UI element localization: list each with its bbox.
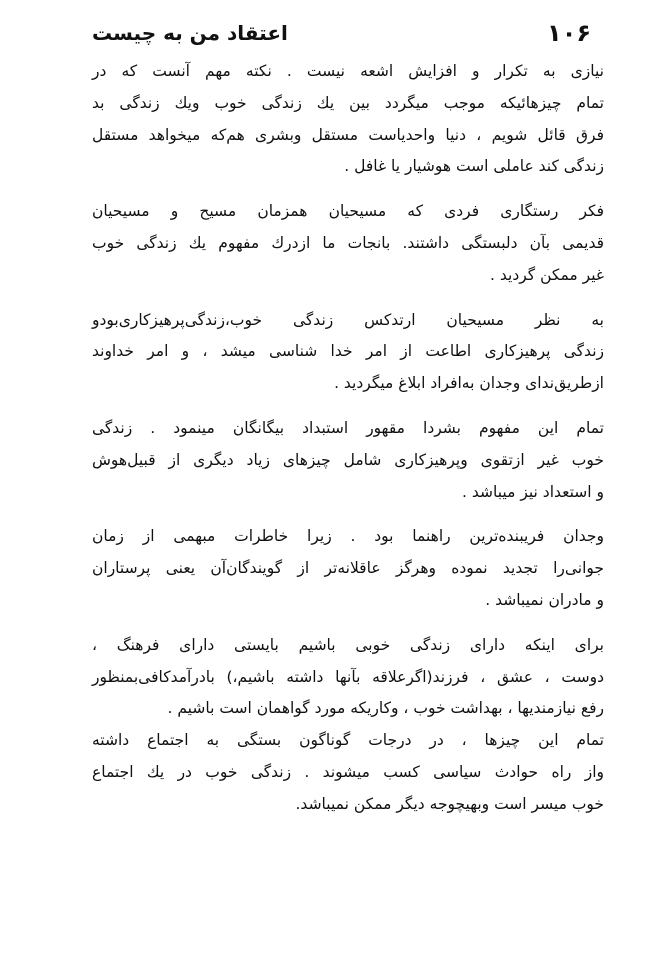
paragraph-5 (92, 521, 604, 616)
text-line: غیر ممکن گردید . (490, 265, 604, 284)
text-line: ازطریق‌ندای وجدان به‌افراد ابلاغ میگردید . (334, 374, 604, 393)
text-line: خوب غیر ازتقوی وپرهیزکاری شامل چیزهای زیاد دیگری از قبیل‌هوش (92, 450, 604, 469)
text-line: قدیمی بآن دلبستگی داشتند. بانجات ما ازدرك مفهوم يك زندگی خوب (92, 233, 604, 252)
paragraph-4 (92, 413, 604, 508)
paragraph-3 (92, 305, 604, 400)
text-line: و مادران نمیباشد . (485, 590, 604, 609)
text-line: دوست ، عشق ، فرزند(اگرعلاقه بآنها داشته باشیم،) بادرآمدکافی‌بمنظور (92, 667, 604, 686)
text-line: فکر رستگاری فردی که مسیحیان همزمان مسیح و مسیحیان (92, 202, 604, 221)
text-line: نیازی به تکرار و افزایش اشعه نیست . نکته مهم آنست که در (92, 62, 604, 80)
page-header (92, 18, 591, 54)
paragraph-6 (92, 630, 604, 725)
text-line: جوانی‌را تجدید نموده وهرگز عاقلانه‌تر از گویندگان‌آن یعنی پرستاران (92, 559, 604, 578)
body-text (92, 56, 604, 821)
text-line: تمام این چیزها ، در درجات گوناگون بستگی به اجتماع داشته (92, 731, 604, 750)
paragraph-1 (92, 56, 604, 183)
text-line: برای اینکه دارای زندگی خوبی باشیم بایستی دارای فرهنگ ، (92, 635, 604, 654)
text-line: تمام چیزهائیکه موجب میگردد بین یك زندگی خوب ویك زندگی بد (92, 93, 604, 112)
paragraph-7 (92, 725, 604, 820)
text-line: رفع نیازمندیها ، بهداشت خوب ، وکاریکه مورد گواهمان است باشیم . (167, 699, 604, 718)
text-line: فرق قائل شویم ، دنیا واحدیاست مستقل وبشری هم‌که میخواهد مستقل (92, 125, 604, 144)
text-line: واز راه حوادث سیاسی کسب میشوند . زندگی خوب در يك اجتماع (92, 762, 604, 781)
paragraph-2 (92, 196, 604, 291)
text-line: وجدان فریبنده‌ترین راهنما بود . زیرا خاطرات مبهمی از زمان (92, 527, 604, 546)
text-line: زندگی کند عاملی است هوشیار یا غافل . (344, 157, 604, 176)
page-number: ۱۰۶ (547, 19, 591, 47)
text-line: خوب میسر است وبهیچوجه دیگر ممکن نمیباشد. (295, 794, 604, 813)
text-line: و استعداد نیز میباشد . (462, 482, 604, 501)
text-line: تمام این مفهوم بشردا مقهور استبداد بیگانگان مینمود . زندگی (92, 418, 604, 437)
text-line: به نظر مسیحیان ارتدکس زندگی خوب،زندگی‌پرهیزکاری‌بودو (92, 310, 604, 329)
text-line: زندگی پرهیزکاری اطاعت از امر خدا شناسی میشد ، و امر خداوند (92, 342, 604, 361)
running-title: اعتقاد من به چیست (92, 21, 288, 45)
